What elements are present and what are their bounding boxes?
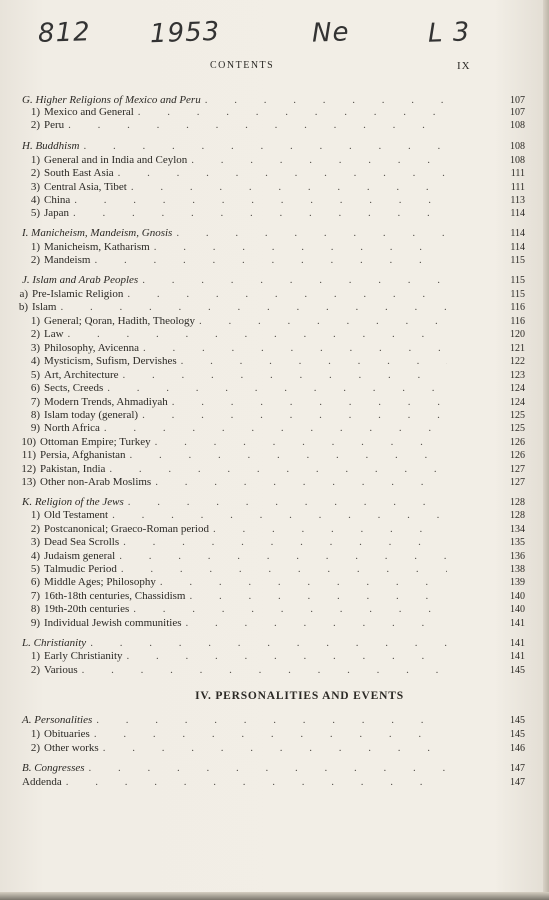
toc-entry (20, 395, 525, 409)
toc-entry-label: Japan (44, 207, 70, 219)
dot-leader (107, 381, 447, 395)
toc-entry-label: Postcanonical; Graeco-Roman period (44, 523, 209, 535)
toc-entry (20, 341, 525, 355)
toc-entry-page: 114 (510, 242, 525, 253)
toc-entry (20, 153, 525, 167)
section-heading: IV. PERSONALITIES AND EVENTS (195, 690, 404, 702)
dot-leader (73, 206, 447, 220)
dot-leader (94, 727, 447, 741)
toc-entry-page: 116 (510, 302, 525, 313)
toc-entry (20, 166, 525, 180)
toc-entry-page: 125 (510, 423, 525, 434)
dot-leader (130, 448, 447, 462)
toc-entry-page: 141 (510, 618, 525, 629)
toc-entry-page: 145 (510, 729, 525, 740)
toc-entry-number: 1) (30, 509, 40, 521)
toc-entry-number: 7) (30, 590, 40, 602)
toc-entry-label: Mandeism (44, 254, 91, 266)
toc-entry-label: 19th-20th centuries (44, 603, 130, 615)
toc-entry-label: Modern Trends, Ahmadiyah (44, 396, 168, 408)
dot-leader (74, 193, 447, 207)
toc-entry-page: 135 (510, 537, 525, 548)
toc-entry-label: Various (44, 664, 78, 676)
toc-entry-number: 2) (30, 523, 40, 535)
toc-entry-number: 4) (30, 194, 40, 206)
toc-entry-page: 127 (510, 464, 525, 475)
toc-entry-number: 3) (30, 536, 40, 548)
toc-entry-page: 126 (510, 437, 525, 448)
toc-entry (20, 562, 525, 576)
toc-entry-label: Other non-Arab Moslims (40, 476, 152, 488)
toc-entry-label: Dead Sea Scrolls (44, 536, 120, 548)
toc-entry (20, 180, 525, 194)
toc-entry-label: Talmudic Period (44, 563, 117, 575)
toc-entry-number: 13) (21, 476, 36, 488)
toc-entry (20, 602, 525, 616)
toc-entry-label: L. Christianity (22, 637, 87, 649)
dot-leader (119, 549, 447, 563)
toc-entry-label: General and in India and Ceylon (44, 154, 188, 166)
toc-entry-label: G. Higher Religions of Mexico and Peru (22, 94, 201, 106)
toc-entry-page: 108 (510, 155, 525, 166)
toc-entry (20, 741, 525, 755)
toc-entry-label: K. Religion of the Jews (22, 496, 124, 508)
toc-entry (20, 118, 525, 132)
toc-entry-label: Central Asia, Tibet (44, 181, 127, 193)
dot-leader (199, 314, 447, 328)
toc-entry-page: 111 (510, 182, 525, 193)
toc-entry-label: Mysticism, Sufism, Dervishes (44, 355, 177, 367)
dot-leader (160, 575, 447, 589)
toc-entry-page: 122 (510, 356, 525, 367)
toc-entry (20, 381, 525, 395)
toc-entry-page: 147 (510, 763, 525, 774)
dot-leader (66, 775, 447, 789)
toc-entry (20, 354, 525, 368)
toc-entry (20, 549, 525, 563)
toc-entry-label: Manicheism, Katharism (44, 241, 150, 253)
dot-leader (176, 226, 447, 240)
dot-leader (172, 395, 447, 409)
toc-entry (20, 408, 525, 422)
dot-leader (127, 649, 447, 663)
toc-entry-label: Pre-Islamic Religion (32, 288, 124, 300)
toc-entry-number: a) (19, 288, 28, 300)
toc-entry-page: 114 (510, 208, 525, 219)
dot-leader (104, 421, 447, 435)
toc-entry-number: 6) (30, 576, 40, 588)
toc-entry (22, 775, 525, 789)
toc-entry (22, 636, 525, 650)
toc-entry-label: South East Asia (44, 167, 114, 179)
toc-entry (20, 105, 525, 119)
dot-leader (155, 435, 447, 449)
toc-entry (20, 327, 525, 341)
toc-entry-label: Pakistan, India (40, 463, 106, 475)
toc-entry-number: 5) (30, 369, 40, 381)
handwritten-note: 1953 (149, 16, 221, 50)
toc-entry-page: 140 (510, 604, 525, 615)
toc-entry (22, 713, 525, 727)
toc-entry-page: 127 (510, 477, 525, 488)
dot-leader (189, 589, 447, 603)
toc-entry (16, 435, 525, 449)
dot-leader (138, 105, 447, 119)
toc-entry-page: 107 (510, 107, 525, 118)
toc-entry-number: 3) (30, 181, 40, 193)
toc-entry (20, 522, 525, 536)
dot-leader (89, 761, 447, 775)
toc-entry-label: Art, Architecture (44, 369, 119, 381)
toc-entry-label: Addenda (22, 776, 62, 788)
toc-entry-number: 2) (30, 254, 40, 266)
dot-leader (128, 495, 447, 509)
dot-leader (96, 713, 447, 727)
dot-leader (131, 180, 447, 194)
toc-entry-label: General; Qoran, Hadith, Theology (44, 315, 196, 327)
toc-entry-label: Islam today (general) (44, 409, 139, 421)
toc-entry-label: Philosophy, Avicenna (44, 342, 140, 354)
toc-entry (20, 663, 525, 677)
toc-entry-page: 123 (510, 370, 525, 381)
toc-entry-page: 115 (510, 255, 525, 266)
toc-entry-label: Sects, Creeds (44, 382, 104, 394)
toc-entry (20, 535, 525, 549)
toc-entry-number: 5) (30, 563, 40, 575)
toc-entry-number: 4) (30, 550, 40, 562)
toc-entry-label: Mexico and General (44, 106, 134, 118)
toc-entry (16, 462, 525, 476)
toc-entry-number: 8) (30, 603, 40, 615)
toc-entry-number: 5) (30, 207, 40, 219)
handwritten-note: Ne (311, 17, 350, 49)
toc-entry-number: 9) (30, 617, 40, 629)
toc-entry-number: 2) (30, 328, 40, 340)
dot-leader (142, 273, 447, 287)
toc-entry-label: China (44, 194, 71, 206)
toc-entry-label: Judaism general (44, 550, 116, 562)
toc-entry-page: 141 (510, 638, 525, 649)
toc-entry-number: 11) (21, 449, 36, 461)
dot-leader (123, 368, 447, 382)
toc-entry-page: 134 (510, 524, 525, 535)
toc-entry (20, 421, 525, 435)
toc-entry-number: 10) (21, 436, 36, 448)
toc-entry-number: 2) (30, 167, 40, 179)
toc-entry-number: 1) (30, 650, 40, 662)
toc-entry (20, 314, 525, 328)
toc-entry (22, 273, 525, 287)
toc-entry-label: Obituaries (44, 728, 90, 740)
dot-leader (82, 663, 447, 677)
toc-entry-label: Individual Jewish communities (44, 617, 182, 629)
toc-entry-page: 125 (510, 410, 525, 421)
toc-entry-number: 2) (30, 119, 40, 131)
toc-entry-page: 124 (510, 397, 525, 408)
toc-entry-page: 108 (510, 141, 525, 152)
toc-entry-number: 1) (30, 106, 40, 118)
toc-entry-page: 145 (510, 665, 525, 676)
toc-entry-page: 140 (510, 591, 525, 602)
toc-entry-page: 124 (510, 383, 525, 394)
toc-entry-page: 107 (510, 95, 525, 106)
dot-leader (143, 341, 447, 355)
dot-leader (112, 508, 447, 522)
dot-leader (60, 300, 447, 314)
toc-entry-label: J. Islam and Arab Peoples (22, 274, 139, 286)
toc-entry-number: 8) (30, 409, 40, 421)
toc-entry (16, 475, 525, 489)
handwritten-note: 812 (37, 17, 92, 49)
toc-entry-label: Law (44, 328, 64, 340)
toc-entry-page: 116 (510, 316, 525, 327)
toc-entry-number: 1) (30, 241, 40, 253)
dot-leader (83, 139, 447, 153)
dot-leader (90, 636, 447, 650)
toc-entry-page: 128 (510, 510, 525, 521)
dot-leader (68, 118, 447, 132)
toc-entry-page: 145 (510, 715, 525, 726)
toc-entry-label: Early Christianity (44, 650, 123, 662)
dot-leader (133, 602, 447, 616)
dot-leader (103, 741, 447, 755)
dot-leader (154, 240, 447, 254)
toc-entry (20, 616, 525, 630)
dot-leader (213, 522, 447, 536)
toc-entry-page: 141 (510, 651, 525, 662)
dot-leader (94, 253, 447, 267)
toc-entry (20, 575, 525, 589)
dot-leader (123, 535, 447, 549)
toc-entry (22, 226, 525, 240)
toc-entry (20, 193, 525, 207)
toc-entry (22, 495, 525, 509)
toc-entry-number: 4) (30, 355, 40, 367)
toc-entry (20, 206, 525, 220)
toc-entry-label: 16th-18th centuries, Chassidism (44, 590, 186, 602)
toc-entry (22, 761, 525, 775)
toc-entry-page: 121 (510, 343, 525, 354)
dot-leader (127, 287, 447, 301)
toc-entry-number: 7) (30, 396, 40, 408)
handwritten-note: L 3 (427, 17, 471, 49)
running-head: CONTENTS (210, 60, 275, 71)
dot-leader (181, 354, 447, 368)
toc-entry-number: 1) (30, 315, 40, 327)
toc-entry-page: 128 (510, 497, 525, 508)
toc-entry-page: 111 (510, 168, 525, 179)
toc-entry-number: b) (18, 301, 28, 313)
dot-leader (118, 166, 447, 180)
toc-entry (8, 287, 525, 301)
toc-entry-label: Persia, Afghanistan (40, 449, 126, 461)
toc-entry (20, 589, 525, 603)
toc-entry (20, 240, 525, 254)
toc-entry (20, 508, 525, 522)
toc-entry-page: 126 (510, 450, 525, 461)
toc-entry-page: 108 (510, 120, 525, 131)
toc-entry (22, 139, 525, 153)
dot-leader (155, 475, 447, 489)
toc-entry-number: 1) (30, 154, 40, 166)
toc-entry-number: 3) (30, 342, 40, 354)
toc-entry-page: 147 (510, 777, 525, 788)
toc-entry-number: 1) (30, 728, 40, 740)
dot-leader (142, 408, 447, 422)
toc-entry-label: North Africa (44, 422, 100, 434)
toc-entry-number: 2) (30, 742, 40, 754)
toc-entry-page: 138 (510, 564, 525, 575)
toc-entry-label: I. Manicheism, Mandeism, Gnosis (22, 227, 173, 239)
toc-entry-page: 120 (510, 329, 525, 340)
toc-entry (8, 300, 525, 314)
toc-entry-number: 2) (30, 664, 40, 676)
toc-entry-number: 6) (30, 382, 40, 394)
dot-leader (68, 327, 447, 341)
toc-entry-label: Peru (44, 119, 65, 131)
toc-entry-page: 139 (510, 577, 525, 588)
toc-entry (20, 368, 525, 382)
toc-entry (16, 448, 525, 462)
toc-entry-label: Ottoman Empire; Turkey (40, 436, 151, 448)
dot-leader (109, 462, 447, 476)
toc-entry-label: Islam (32, 301, 57, 313)
dot-leader (191, 153, 447, 167)
toc-entry-label: A. Personalities (22, 714, 93, 726)
dot-leader (121, 562, 447, 576)
toc-entry-page: 115 (510, 289, 525, 300)
toc-entry-label: B. Congresses (22, 762, 85, 774)
toc-entry-number: 9) (30, 422, 40, 434)
toc-entry-label: H. Buddhism (22, 140, 80, 152)
toc-entry-label: Other works (44, 742, 99, 754)
toc-entry-label: Middle Ages; Philosophy (44, 576, 156, 588)
toc-entry-page: 113 (510, 195, 525, 206)
toc-entry (20, 253, 525, 267)
toc-entry (20, 727, 525, 741)
toc-entry-number: 12) (21, 463, 36, 475)
toc-entry (20, 649, 525, 663)
toc-entry-page: 114 (510, 228, 525, 239)
dot-leader (185, 616, 447, 630)
page-number: IX (457, 60, 471, 72)
toc-entry-page: 115 (510, 275, 525, 286)
toc-entry-page: 136 (510, 551, 525, 562)
toc-entry-label: Old Testament (44, 509, 109, 521)
toc-entry-page: 146 (510, 743, 525, 754)
